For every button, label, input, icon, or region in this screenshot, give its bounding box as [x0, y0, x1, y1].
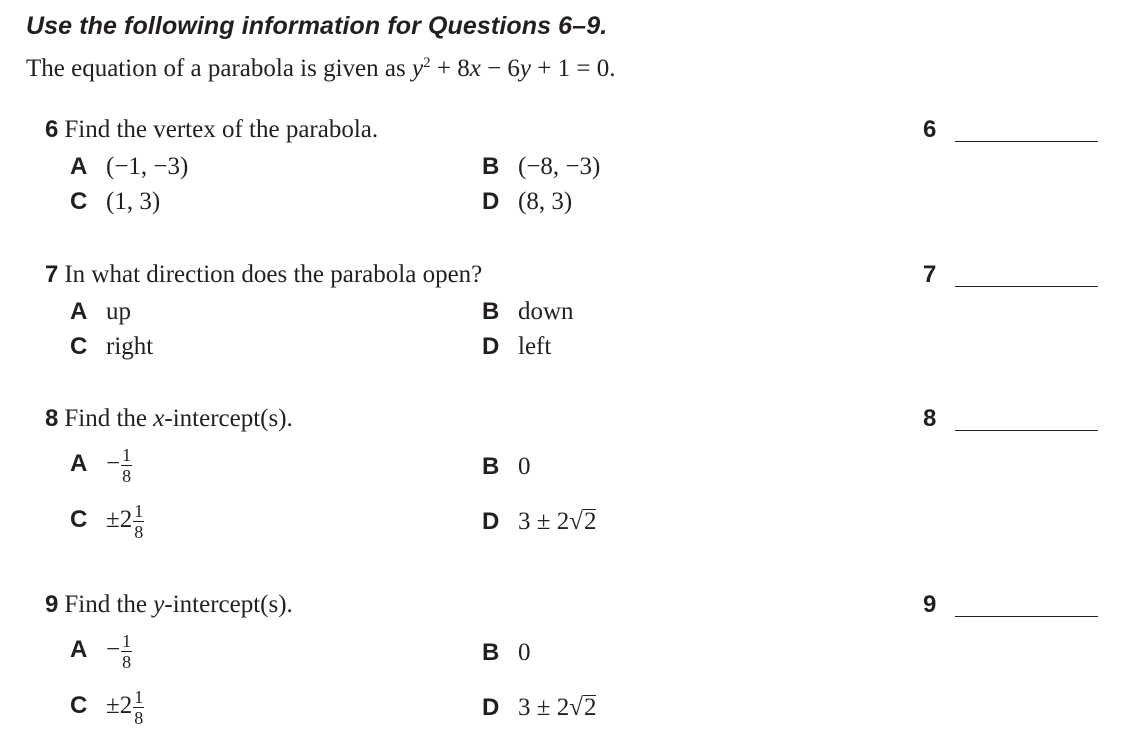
question-text: Find the y-intercept(s).: [64, 591, 293, 618]
question-number: 7: [45, 261, 59, 288]
choice-c[interactable]: C ±2 $\frac{1}{8}$: [70, 687, 144, 728]
answer-line[interactable]: [955, 286, 1098, 287]
question-6: [45, 116, 1105, 215]
choice-b[interactable]: B 0: [482, 453, 531, 480]
choice-d[interactable]: D (8, 3): [482, 188, 573, 215]
answer-slot-8[interactable]: [923, 405, 1098, 439]
fraction: $\frac{1}{8}$: [134, 687, 144, 728]
fraction: $\frac{1}{8}$: [122, 445, 132, 486]
answer-line[interactable]: [955, 430, 1098, 431]
choice-a[interactable]: A up: [70, 298, 131, 325]
answer-slot-7[interactable]: [923, 261, 1098, 295]
question-number: 9: [45, 591, 59, 618]
question-8: [45, 405, 1105, 542]
fraction: $\frac{1}{8}$: [122, 631, 132, 672]
choice-b[interactable]: B 0: [482, 639, 531, 666]
choice-a[interactable]: A − $\frac{1}{8}$: [70, 445, 132, 486]
answer-line[interactable]: [955, 616, 1098, 617]
question-number: 8: [45, 405, 59, 432]
choice-c[interactable]: C ±2 $\frac{1}{8}$: [70, 501, 144, 542]
question-text: Find the vertex of the parabola.: [64, 116, 379, 143]
choice-d[interactable]: D 3 ± 2√2: [482, 694, 597, 721]
answer-number: 7: [923, 261, 937, 288]
answer-slot-6[interactable]: [923, 116, 1098, 150]
answer-number: 9: [923, 591, 937, 618]
choice-c[interactable]: C right: [70, 333, 154, 360]
question-text: Find the x-intercept(s).: [64, 405, 293, 432]
choice-d[interactable]: D left: [482, 333, 552, 360]
choice-d[interactable]: D 3 ± 2√2: [482, 508, 597, 535]
question-7: [45, 261, 1105, 360]
question-text: In what direction does the parabola open?: [64, 261, 483, 288]
choice-a[interactable]: A − $\frac{1}{8}$: [70, 631, 132, 672]
fraction: $\frac{1}{8}$: [134, 501, 144, 542]
choice-c[interactable]: C (1, 3): [70, 188, 161, 215]
section-heading: Use the following information for Questions 6–9.: [26, 12, 608, 40]
answer-number: 6: [923, 116, 937, 143]
intro-equation: The equation of a parabola is given as $y^2 + 8x - 6y + 1 = 0$.: [26, 55, 616, 82]
choice-b[interactable]: B down: [482, 298, 574, 325]
question-9: [45, 591, 1105, 728]
choice-b[interactable]: B (−8, −3): [482, 153, 601, 180]
choice-a[interactable]: A (−1, −3): [70, 153, 189, 180]
answer-line[interactable]: [955, 141, 1098, 142]
answer-slot-9[interactable]: [923, 591, 1098, 625]
answer-number: 8: [923, 405, 937, 432]
question-number: 6: [45, 116, 59, 143]
